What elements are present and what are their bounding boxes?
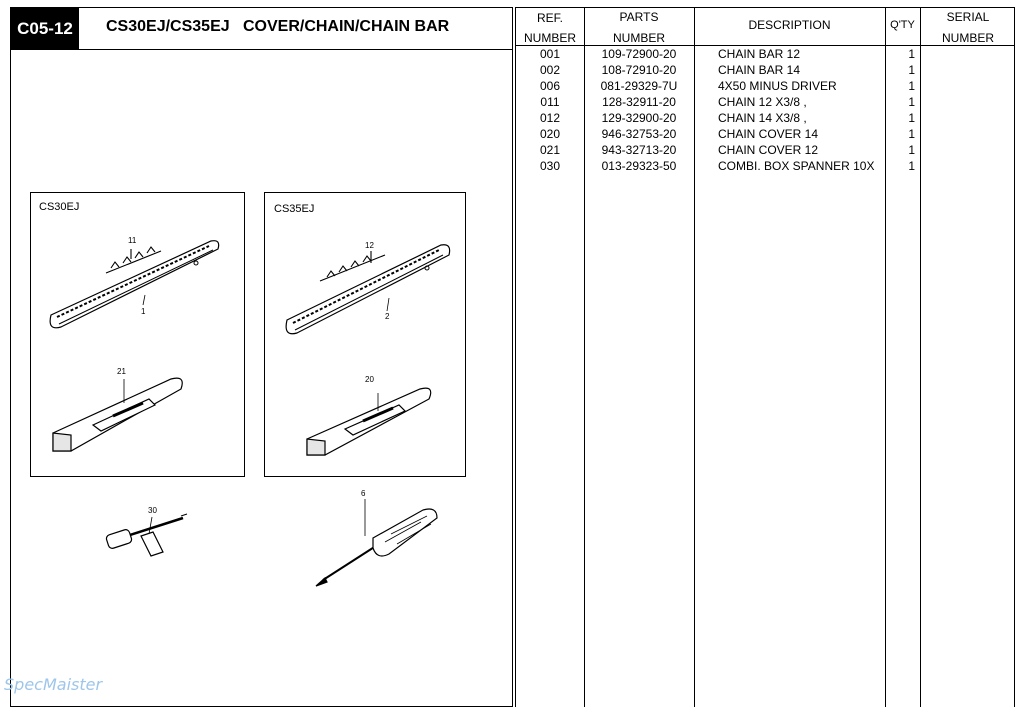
cell-ref: 030 — [539, 159, 561, 173]
cell-desc: CHAIN COVER 14 — [718, 127, 819, 141]
header-serial-2: NUMBER — [941, 31, 994, 45]
callout-1: 1 — [141, 307, 146, 316]
cell-qty: 1 — [908, 95, 915, 109]
cell-qty: 1 — [908, 63, 915, 77]
cell-ref: 011 — [540, 95, 560, 109]
cell-desc: CHAIN COVER 12 — [718, 143, 819, 157]
cell-qty: 1 — [908, 143, 915, 157]
cell-desc: CHAIN 14 X3/8 , — [718, 111, 807, 125]
parts-table — [515, 7, 1015, 707]
cell-part: 109-72900-20 — [601, 47, 677, 61]
header-description: DESCRIPTION — [748, 18, 831, 32]
chain-cover-20-drawing — [307, 388, 431, 455]
callout-21: 21 — [117, 367, 126, 376]
box-spanner-30-drawing — [105, 514, 187, 556]
header-qty: Q'TY — [890, 19, 915, 31]
cs35ej-diagram-box — [264, 192, 466, 477]
cell-ref: 002 — [539, 63, 561, 77]
cell-desc: 4X50 MINUS DRIVER — [718, 79, 837, 93]
cell-part: 129-32900-20 — [601, 111, 677, 125]
cell-desc: CHAIN BAR 14 — [718, 63, 801, 77]
cell-ref: 001 — [539, 47, 561, 61]
header-serial-1: SERIAL — [946, 10, 990, 24]
header-ref-1: REF. — [536, 11, 563, 25]
table-row — [516, 143, 1014, 159]
table-row — [516, 79, 1014, 95]
table-row — [516, 63, 1014, 79]
cell-ref: 020 — [539, 127, 561, 141]
table-row — [516, 111, 1014, 127]
chain-bar-12-drawing — [50, 241, 219, 328]
cell-qty: 1 — [908, 111, 915, 125]
callout-6: 6 — [361, 489, 366, 498]
chain-bar-14-drawing — [286, 245, 450, 334]
callout-30: 30 — [148, 506, 157, 515]
callout-2: 2 — [385, 312, 390, 321]
cell-qty: 1 — [908, 127, 915, 141]
cell-desc: COMBI. BOX SPANNER 10X — [718, 159, 875, 173]
header-parts-2: NUMBER — [612, 31, 665, 45]
cell-ref: 006 — [539, 79, 561, 93]
cell-ref: 021 — [539, 143, 561, 157]
cell-part: 013-29323-50 — [601, 159, 677, 173]
page-header — [11, 8, 512, 50]
callout-20: 20 — [365, 375, 374, 384]
page-title: CS30EJ/CS35EJ COVER/CHAIN/CHAIN BAR — [106, 18, 450, 35]
cell-part: 943-32713-20 — [601, 143, 677, 157]
table-row — [516, 159, 1014, 175]
cell-desc: CHAIN 12 X3/8 , — [718, 95, 807, 109]
table-row — [516, 127, 1014, 143]
callout-11: 11 — [128, 236, 137, 245]
cs35ej-parts-drawing — [265, 193, 467, 478]
cs30ej-parts-drawing — [31, 193, 246, 478]
cell-part: 128-32911-20 — [602, 95, 676, 109]
cell-qty: 1 — [908, 159, 915, 173]
header-ref-2: NUMBER — [523, 31, 576, 45]
header-parts-1: PARTS — [619, 10, 659, 24]
cell-part: 081-29329-7U — [600, 79, 678, 93]
section-code: C05-12 — [11, 8, 79, 49]
cs30ej-box-label: CS30EJ — [39, 201, 80, 213]
header-bottom-line — [516, 45, 1014, 46]
watermark-logo: SpecMaister — [4, 675, 103, 694]
cs30ej-diagram-box — [30, 192, 245, 477]
cell-part: 946-32753-20 — [601, 127, 677, 141]
cell-part: 108-72910-20 — [601, 63, 677, 77]
cell-ref: 012 — [539, 111, 561, 125]
table-row — [516, 47, 1014, 63]
cell-desc: CHAIN BAR 12 — [718, 47, 801, 61]
cs35ej-box-label: CS35EJ — [274, 203, 315, 215]
illustration-panel — [10, 7, 513, 707]
minus-driver-6-drawing — [316, 509, 437, 586]
cell-qty: 1 — [908, 79, 915, 93]
header-top-line — [516, 7, 1014, 8]
cell-qty: 1 — [908, 47, 915, 61]
callout-12: 12 — [365, 241, 374, 250]
chain-cover-21-drawing — [53, 378, 182, 451]
table-row — [516, 95, 1014, 111]
